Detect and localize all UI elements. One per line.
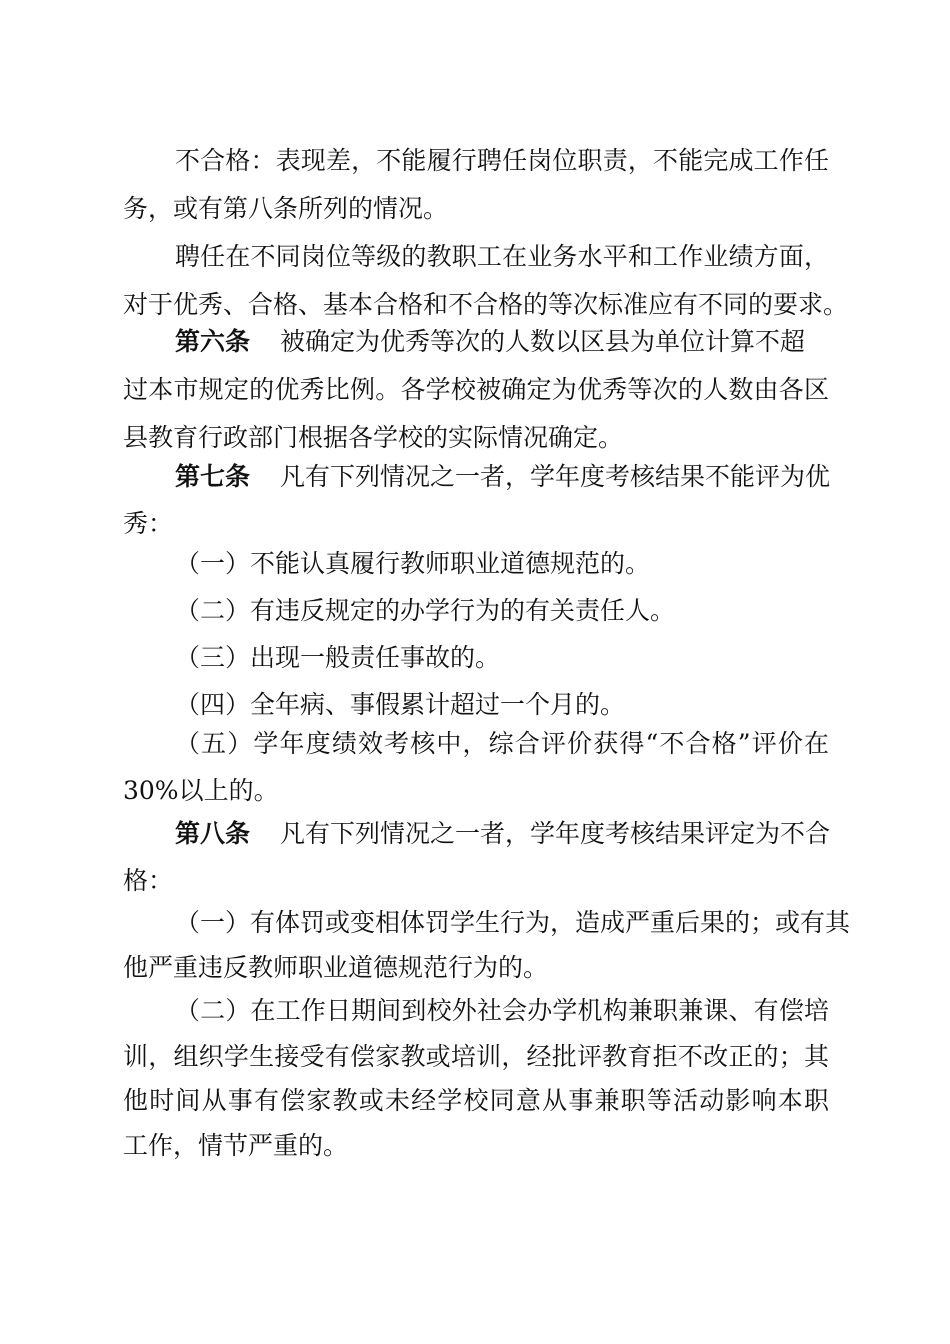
article-6-first-line: [175, 327, 805, 357]
paragraph-line: 务，或有第八条所列的情况。: [123, 194, 449, 223]
list-item: （四）全年病、事假累计超过一个月的。: [175, 690, 626, 719]
paragraph-line: 秀：: [123, 509, 174, 538]
list-item: （一）有体罚或变相体罚学生行为，造成严重后果的；或有其: [175, 908, 851, 937]
paragraph-line: 凡有下列情况之一者，学年度考核结果评定为不合: [280, 819, 831, 848]
list-item: （二）在工作日期间到校外社会办学机构兼职兼课、有偿培: [175, 996, 829, 1025]
paragraph-line: 不合格：表现差，不能履行聘任岗位职责，不能完成工作任: [175, 146, 829, 175]
paragraph-line: 格：: [123, 866, 174, 895]
article-heading: 第八条: [175, 819, 251, 848]
paragraph-line: 30%以上的。: [123, 776, 279, 805]
list-item: （三）出现一般责任事故的。: [175, 643, 501, 672]
list-item: （五）学年度绩效考核中，综合评价获得“不合格”评价在: [175, 729, 829, 758]
article-heading: 第六条: [175, 327, 251, 356]
list-item: （一）不能认真履行教师职业道德规范的。: [175, 549, 651, 578]
paragraph-line: 被确定为优秀等次的人数以区县为单位计算不超: [280, 327, 806, 356]
paragraph-line: 工作，情节严重的。: [123, 1131, 349, 1160]
list-item: （二）有违反规定的办学行为的有关责任人。: [175, 596, 676, 625]
paragraph-line: 聘任在不同岗位等级的教职工在业务水平和工作业绩方面，: [175, 242, 829, 271]
paragraph-line: 凡有下列情况之一者，学年度考核结果不能评为优: [280, 462, 831, 491]
paragraph-line: 过本市规定的优秀比例。各学校被确定为优秀等次的人数由各区: [123, 375, 829, 404]
paragraph-line: 县教育行政部门根据各学校的实际情况确定。: [123, 423, 624, 452]
paragraph-line: 训，组织学生接受有偿家教或培训，经批评教育拒不改正的；其: [123, 1042, 829, 1071]
paragraph-line: 对于优秀、合格、基本合格和不合格的等次标准应有不同的要求。: [123, 290, 849, 319]
paragraph-line: 他严重违反教师职业道德规范行为的。: [123, 953, 549, 982]
paragraph-line: 他时间从事有偿家教或未经学校同意从事兼职等活动影响本职: [123, 1086, 829, 1115]
article-heading: 第七条: [175, 462, 251, 491]
article-7-first-line: [175, 462, 830, 492]
article-8-first-line: [175, 819, 830, 849]
